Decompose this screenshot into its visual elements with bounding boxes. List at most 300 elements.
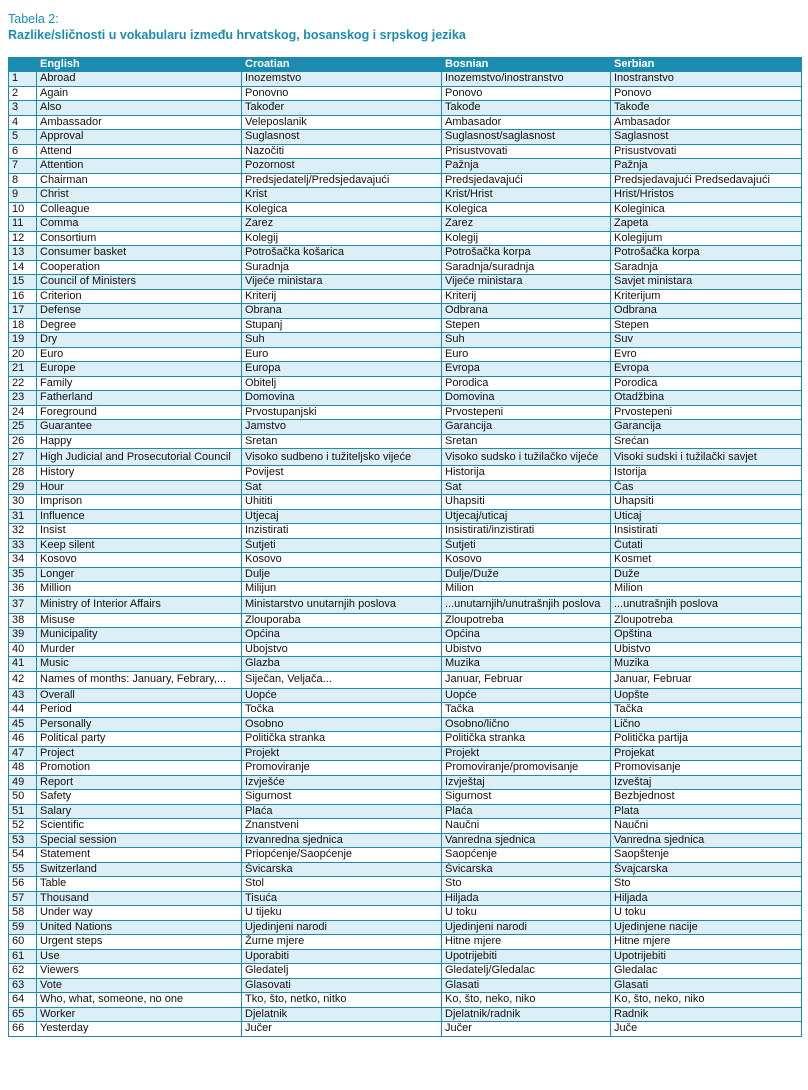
serbian-cell: Garancija bbox=[611, 420, 802, 435]
row-number: 3 bbox=[9, 101, 37, 116]
bosnian-cell: Krist/Hrist bbox=[442, 188, 611, 203]
english-cell: Chairman bbox=[37, 173, 242, 188]
bosnian-cell: Visoko sudsko i tužilačko vijeće bbox=[442, 449, 611, 466]
bosnian-cell: Promoviranje/promovisanje bbox=[442, 761, 611, 776]
table-row bbox=[9, 628, 802, 643]
table-row bbox=[9, 260, 802, 275]
english-cell: Foreground bbox=[37, 405, 242, 420]
table-row bbox=[9, 819, 802, 834]
english-cell: Longer bbox=[37, 567, 242, 582]
row-number: 9 bbox=[9, 188, 37, 203]
bosnian-cell: Vijeće ministara bbox=[442, 275, 611, 290]
english-cell: Viewers bbox=[37, 964, 242, 979]
english-cell: Urgent steps bbox=[37, 935, 242, 950]
croatian-cell: Žurne mjere bbox=[242, 935, 442, 950]
serbian-cell: Otadžbina bbox=[611, 391, 802, 406]
croatian-cell: Visoko sudbeno i tužiteljsko vijeće bbox=[242, 449, 442, 466]
english-cell: Special session bbox=[37, 833, 242, 848]
bosnian-cell: Kriterij bbox=[442, 289, 611, 304]
table-row bbox=[9, 466, 802, 481]
table-row bbox=[9, 144, 802, 159]
row-number: 38 bbox=[9, 613, 37, 628]
row-number: 31 bbox=[9, 509, 37, 524]
table-row bbox=[9, 509, 802, 524]
serbian-cell: Muzika bbox=[611, 657, 802, 672]
serbian-cell: Suv bbox=[611, 333, 802, 348]
row-number: 23 bbox=[9, 391, 37, 406]
bosnian-cell: Kosovo bbox=[442, 553, 611, 568]
serbian-cell: Predsjedavajući Predsedavajući bbox=[611, 173, 802, 188]
english-cell: Promotion bbox=[37, 761, 242, 776]
row-number: 61 bbox=[9, 949, 37, 964]
table-row bbox=[9, 906, 802, 921]
serbian-cell: Hiljada bbox=[611, 891, 802, 906]
row-number: 59 bbox=[9, 920, 37, 935]
english-cell: Yesterday bbox=[37, 1022, 242, 1037]
croatian-cell: Kolegij bbox=[242, 231, 442, 246]
serbian-cell: ...unutrašnjih poslova bbox=[611, 596, 802, 613]
table-row bbox=[9, 775, 802, 790]
serbian-cell: Čas bbox=[611, 480, 802, 495]
english-cell: Table bbox=[37, 877, 242, 892]
bosnian-cell: Tačka bbox=[442, 703, 611, 718]
serbian-cell: U toku bbox=[611, 906, 802, 921]
row-number: 58 bbox=[9, 906, 37, 921]
header-bosnian: Bosnian bbox=[442, 58, 611, 72]
row-number: 16 bbox=[9, 289, 37, 304]
bosnian-cell: Ponovo bbox=[442, 86, 611, 101]
bosnian-cell: Utjecaj/uticaj bbox=[442, 509, 611, 524]
serbian-cell: Saradnja bbox=[611, 260, 802, 275]
table-row bbox=[9, 434, 802, 449]
row-number: 19 bbox=[9, 333, 37, 348]
table-row bbox=[9, 538, 802, 553]
croatian-cell: Domovina bbox=[242, 391, 442, 406]
croatian-cell: Inozemstvo bbox=[242, 72, 442, 87]
row-number: 42 bbox=[9, 671, 37, 688]
croatian-cell: Općina bbox=[242, 628, 442, 643]
english-cell: Project bbox=[37, 746, 242, 761]
row-number: 25 bbox=[9, 420, 37, 435]
row-number: 50 bbox=[9, 790, 37, 805]
bosnian-cell: U toku bbox=[442, 906, 611, 921]
table-row bbox=[9, 746, 802, 761]
english-cell: Comma bbox=[37, 217, 242, 232]
table-row bbox=[9, 188, 802, 203]
serbian-cell: Uopšte bbox=[611, 688, 802, 703]
table-row bbox=[9, 804, 802, 819]
bosnian-cell: Takođe bbox=[442, 101, 611, 116]
row-number: 60 bbox=[9, 935, 37, 950]
serbian-cell: Izveštaj bbox=[611, 775, 802, 790]
croatian-cell: Točka bbox=[242, 703, 442, 718]
bosnian-cell: Saopćenje bbox=[442, 848, 611, 863]
croatian-cell: Sretan bbox=[242, 434, 442, 449]
bosnian-cell: Saradnja/suradnja bbox=[442, 260, 611, 275]
bosnian-cell: Sat bbox=[442, 480, 611, 495]
croatian-cell: Plaća bbox=[242, 804, 442, 819]
row-number: 33 bbox=[9, 538, 37, 553]
table-row bbox=[9, 347, 802, 362]
serbian-cell: Stepen bbox=[611, 318, 802, 333]
bosnian-cell: Plaća bbox=[442, 804, 611, 819]
row-number: 29 bbox=[9, 480, 37, 495]
english-cell: Christ bbox=[37, 188, 242, 203]
bosnian-cell: Suh bbox=[442, 333, 611, 348]
serbian-cell: Ambasador bbox=[611, 115, 802, 130]
row-number: 32 bbox=[9, 524, 37, 539]
croatian-cell: Jamstvo bbox=[242, 420, 442, 435]
english-cell: Murder bbox=[37, 642, 242, 657]
table-row bbox=[9, 304, 802, 319]
croatian-cell: Kriterij bbox=[242, 289, 442, 304]
row-number: 65 bbox=[9, 1007, 37, 1022]
serbian-cell: Milion bbox=[611, 582, 802, 597]
croatian-cell: Siječan, Veljača... bbox=[242, 671, 442, 688]
serbian-cell: Odbrana bbox=[611, 304, 802, 319]
bosnian-cell: Gledatelj/Gledalac bbox=[442, 964, 611, 979]
croatian-cell: Sat bbox=[242, 480, 442, 495]
english-cell: Salary bbox=[37, 804, 242, 819]
english-cell: United Nations bbox=[37, 920, 242, 935]
english-cell: Europe bbox=[37, 362, 242, 377]
bosnian-cell: Općina bbox=[442, 628, 611, 643]
table-row bbox=[9, 703, 802, 718]
english-cell: Colleague bbox=[37, 202, 242, 217]
row-number: 21 bbox=[9, 362, 37, 377]
serbian-cell: Kolegijum bbox=[611, 231, 802, 246]
serbian-cell: Gledalac bbox=[611, 964, 802, 979]
serbian-cell: Opština bbox=[611, 628, 802, 643]
serbian-cell: Duže bbox=[611, 567, 802, 582]
english-cell: Guarantee bbox=[37, 420, 242, 435]
serbian-cell: Zloupotreba bbox=[611, 613, 802, 628]
english-cell: Attention bbox=[37, 159, 242, 174]
row-number: 24 bbox=[9, 405, 37, 420]
english-cell: Vote bbox=[37, 978, 242, 993]
english-cell: Ambassador bbox=[37, 115, 242, 130]
croatian-cell: Također bbox=[242, 101, 442, 116]
serbian-cell: Evro bbox=[611, 347, 802, 362]
serbian-cell: Kriterijum bbox=[611, 289, 802, 304]
serbian-cell: Pažnja bbox=[611, 159, 802, 174]
bosnian-cell: Projekt bbox=[442, 746, 611, 761]
croatian-cell: Glazba bbox=[242, 657, 442, 672]
table-row bbox=[9, 115, 802, 130]
bosnian-cell: Kolegij bbox=[442, 231, 611, 246]
table-row bbox=[9, 495, 802, 510]
english-cell: Switzerland bbox=[37, 862, 242, 877]
english-cell: Million bbox=[37, 582, 242, 597]
croatian-cell: Povijest bbox=[242, 466, 442, 481]
bosnian-cell: Kolegica bbox=[442, 202, 611, 217]
croatian-cell: Ujedinjeni narodi bbox=[242, 920, 442, 935]
serbian-cell: Januar, Februar bbox=[611, 671, 802, 688]
serbian-cell: Ko, što, neko, niko bbox=[611, 993, 802, 1008]
english-cell: Hour bbox=[37, 480, 242, 495]
croatian-cell: Suradnja bbox=[242, 260, 442, 275]
english-cell: Overall bbox=[37, 688, 242, 703]
croatian-cell: Suh bbox=[242, 333, 442, 348]
serbian-cell: Savjet ministara bbox=[611, 275, 802, 290]
serbian-cell: Koleginica bbox=[611, 202, 802, 217]
table-row bbox=[9, 717, 802, 732]
bosnian-cell: Švicarska bbox=[442, 862, 611, 877]
row-number: 34 bbox=[9, 553, 37, 568]
table-row bbox=[9, 688, 802, 703]
row-number: 51 bbox=[9, 804, 37, 819]
row-number: 17 bbox=[9, 304, 37, 319]
table-row bbox=[9, 405, 802, 420]
serbian-cell: Kosmet bbox=[611, 553, 802, 568]
table-row bbox=[9, 833, 802, 848]
row-number: 36 bbox=[9, 582, 37, 597]
bosnian-cell: Potrošačka korpa bbox=[442, 246, 611, 261]
bosnian-cell: ...unutarnjih/unutrašnjih poslova bbox=[442, 596, 611, 613]
row-number: 20 bbox=[9, 347, 37, 362]
bosnian-cell: Inozemstvo/inostranstvo bbox=[442, 72, 611, 87]
row-number: 63 bbox=[9, 978, 37, 993]
bosnian-cell: Zloupotreba bbox=[442, 613, 611, 628]
serbian-cell: Uhapsiti bbox=[611, 495, 802, 510]
row-number: 40 bbox=[9, 642, 37, 657]
serbian-cell: Uticaj bbox=[611, 509, 802, 524]
bosnian-cell: Politička stranka bbox=[442, 732, 611, 747]
bosnian-cell: Pažnja bbox=[442, 159, 611, 174]
bosnian-cell: Izvještaj bbox=[442, 775, 611, 790]
table-row bbox=[9, 891, 802, 906]
english-cell: Names of months: January, Febrary,... bbox=[37, 671, 242, 688]
english-cell: Report bbox=[37, 775, 242, 790]
bosnian-cell: Jučer bbox=[442, 1022, 611, 1037]
english-cell: Council of Ministers bbox=[37, 275, 242, 290]
english-cell: Scientific bbox=[37, 819, 242, 834]
row-number: 52 bbox=[9, 819, 37, 834]
table-row bbox=[9, 642, 802, 657]
serbian-cell: Ćutati bbox=[611, 538, 802, 553]
row-number: 28 bbox=[9, 466, 37, 481]
header-row bbox=[9, 58, 802, 72]
bosnian-cell: Januar, Februar bbox=[442, 671, 611, 688]
croatian-cell: Obrana bbox=[242, 304, 442, 319]
serbian-cell: Saopštenje bbox=[611, 848, 802, 863]
table-row bbox=[9, 657, 802, 672]
row-number: 45 bbox=[9, 717, 37, 732]
row-number: 26 bbox=[9, 434, 37, 449]
table-row bbox=[9, 978, 802, 993]
bosnian-cell: Glasati bbox=[442, 978, 611, 993]
serbian-cell: Projekat bbox=[611, 746, 802, 761]
row-number: 53 bbox=[9, 833, 37, 848]
serbian-cell: Naučni bbox=[611, 819, 802, 834]
serbian-cell: Bezbjednost bbox=[611, 790, 802, 805]
row-number: 39 bbox=[9, 628, 37, 643]
table-row bbox=[9, 567, 802, 582]
serbian-cell: Plata bbox=[611, 804, 802, 819]
row-number: 27 bbox=[9, 449, 37, 466]
row-number: 35 bbox=[9, 567, 37, 582]
bosnian-cell: Historija bbox=[442, 466, 611, 481]
row-number: 4 bbox=[9, 115, 37, 130]
table-row bbox=[9, 1022, 802, 1037]
row-number: 64 bbox=[9, 993, 37, 1008]
croatian-cell: Osobno bbox=[242, 717, 442, 732]
croatian-cell: Politička stranka bbox=[242, 732, 442, 747]
bosnian-cell: Hitne mjere bbox=[442, 935, 611, 950]
table-row bbox=[9, 217, 802, 232]
table-row bbox=[9, 376, 802, 391]
table-row bbox=[9, 362, 802, 377]
row-number: 15 bbox=[9, 275, 37, 290]
croatian-cell: Jučer bbox=[242, 1022, 442, 1037]
croatian-cell: Stupanj bbox=[242, 318, 442, 333]
row-number: 49 bbox=[9, 775, 37, 790]
table-caption bbox=[8, 12, 466, 43]
english-cell: Degree bbox=[37, 318, 242, 333]
bosnian-cell: Sigurnost bbox=[442, 790, 611, 805]
english-cell: Also bbox=[37, 101, 242, 116]
table-row bbox=[9, 790, 802, 805]
table-row bbox=[9, 582, 802, 597]
croatian-cell: Uhititi bbox=[242, 495, 442, 510]
english-cell: Municipality bbox=[37, 628, 242, 643]
bosnian-cell: Dulje/Duže bbox=[442, 567, 611, 582]
english-cell: Worker bbox=[37, 1007, 242, 1022]
croatian-cell: Glasovati bbox=[242, 978, 442, 993]
table-row bbox=[9, 877, 802, 892]
english-cell: Family bbox=[37, 376, 242, 391]
croatian-cell: Dulje bbox=[242, 567, 442, 582]
bosnian-cell: Evropa bbox=[442, 362, 611, 377]
table-label: Tabela 2: bbox=[8, 12, 59, 26]
header-english: English bbox=[37, 58, 242, 72]
bosnian-cell: Porodica bbox=[442, 376, 611, 391]
serbian-cell: Saglasnost bbox=[611, 130, 802, 145]
serbian-cell: Ujedinjene nacije bbox=[611, 920, 802, 935]
english-cell: History bbox=[37, 466, 242, 481]
croatian-cell: Djelatnik bbox=[242, 1007, 442, 1022]
english-cell: Keep silent bbox=[37, 538, 242, 553]
croatian-cell: Potrošačka košarica bbox=[242, 246, 442, 261]
row-number: 14 bbox=[9, 260, 37, 275]
table-row bbox=[9, 101, 802, 116]
row-number: 11 bbox=[9, 217, 37, 232]
bosnian-cell: Odbrana bbox=[442, 304, 611, 319]
bosnian-cell: Prisustvovati bbox=[442, 144, 611, 159]
table-row bbox=[9, 949, 802, 964]
croatian-cell: Sigurnost bbox=[242, 790, 442, 805]
serbian-cell: Hitne mjere bbox=[611, 935, 802, 950]
english-cell: Defense bbox=[37, 304, 242, 319]
serbian-cell: Juče bbox=[611, 1022, 802, 1037]
croatian-cell: Ministarstvo unutarnjih poslova bbox=[242, 596, 442, 613]
bosnian-cell: Prvostepeni bbox=[442, 405, 611, 420]
english-cell: Happy bbox=[37, 434, 242, 449]
table-row bbox=[9, 333, 802, 348]
serbian-cell: Takođe bbox=[611, 101, 802, 116]
croatian-cell: Vijeće ministara bbox=[242, 275, 442, 290]
row-number: 18 bbox=[9, 318, 37, 333]
croatian-cell: Pozornost bbox=[242, 159, 442, 174]
bosnian-cell: Hiljada bbox=[442, 891, 611, 906]
english-cell: Period bbox=[37, 703, 242, 718]
bosnian-cell: Osobno/lično bbox=[442, 717, 611, 732]
croatian-cell: Suglasnost bbox=[242, 130, 442, 145]
croatian-cell: Obitelj bbox=[242, 376, 442, 391]
row-number: 1 bbox=[9, 72, 37, 87]
row-number: 43 bbox=[9, 688, 37, 703]
croatian-cell: Veleposlanik bbox=[242, 115, 442, 130]
bosnian-cell: Vanredna sjednica bbox=[442, 833, 611, 848]
croatian-cell: Izvješće bbox=[242, 775, 442, 790]
row-number: 66 bbox=[9, 1022, 37, 1037]
table-body bbox=[9, 72, 802, 1037]
row-number: 5 bbox=[9, 130, 37, 145]
serbian-cell: Istorija bbox=[611, 466, 802, 481]
croatian-cell: Ponovno bbox=[242, 86, 442, 101]
english-cell: Consumer basket bbox=[37, 246, 242, 261]
table-row bbox=[9, 72, 802, 87]
english-cell: Kosovo bbox=[37, 553, 242, 568]
english-cell: Ministry of Interior Affairs bbox=[37, 596, 242, 613]
english-cell: Statement bbox=[37, 848, 242, 863]
bosnian-cell: Euro bbox=[442, 347, 611, 362]
serbian-cell: Insistirati bbox=[611, 524, 802, 539]
croatian-cell: Predsjedatelj/Predsjedavajući bbox=[242, 173, 442, 188]
serbian-cell: Srećan bbox=[611, 434, 802, 449]
table-row bbox=[9, 202, 802, 217]
row-number: 12 bbox=[9, 231, 37, 246]
english-cell: Imprison bbox=[37, 495, 242, 510]
row-number: 22 bbox=[9, 376, 37, 391]
row-number: 48 bbox=[9, 761, 37, 776]
table-row bbox=[9, 732, 802, 747]
row-number: 47 bbox=[9, 746, 37, 761]
header-serbian: Serbian bbox=[611, 58, 802, 72]
bosnian-cell: Šutjeti bbox=[442, 538, 611, 553]
croatian-cell: Projekt bbox=[242, 746, 442, 761]
english-cell: Euro bbox=[37, 347, 242, 362]
table-row bbox=[9, 553, 802, 568]
table-row bbox=[9, 130, 802, 145]
table-row bbox=[9, 289, 802, 304]
english-cell: Misuse bbox=[37, 613, 242, 628]
table-row bbox=[9, 275, 802, 290]
bosnian-cell: Ujedinjeni narodi bbox=[442, 920, 611, 935]
croatian-cell: Stol bbox=[242, 877, 442, 892]
serbian-cell: Sto bbox=[611, 877, 802, 892]
row-number: 2 bbox=[9, 86, 37, 101]
english-cell: Insist bbox=[37, 524, 242, 539]
croatian-cell: Krist bbox=[242, 188, 442, 203]
header-number bbox=[9, 58, 37, 72]
croatian-cell: Zarez bbox=[242, 217, 442, 232]
croatian-cell: Ubojstvo bbox=[242, 642, 442, 657]
table-row bbox=[9, 231, 802, 246]
serbian-cell: Prisustvovati bbox=[611, 144, 802, 159]
serbian-cell: Hrist/Hristos bbox=[611, 188, 802, 203]
table-row bbox=[9, 449, 802, 466]
bosnian-cell: Milion bbox=[442, 582, 611, 597]
bosnian-cell: Sto bbox=[442, 877, 611, 892]
serbian-cell: Promovisanje bbox=[611, 761, 802, 776]
croatian-cell: Utjecaj bbox=[242, 509, 442, 524]
table-row bbox=[9, 86, 802, 101]
table-row bbox=[9, 596, 802, 613]
table-row bbox=[9, 964, 802, 979]
croatian-cell: Tisuća bbox=[242, 891, 442, 906]
row-number: 56 bbox=[9, 877, 37, 892]
